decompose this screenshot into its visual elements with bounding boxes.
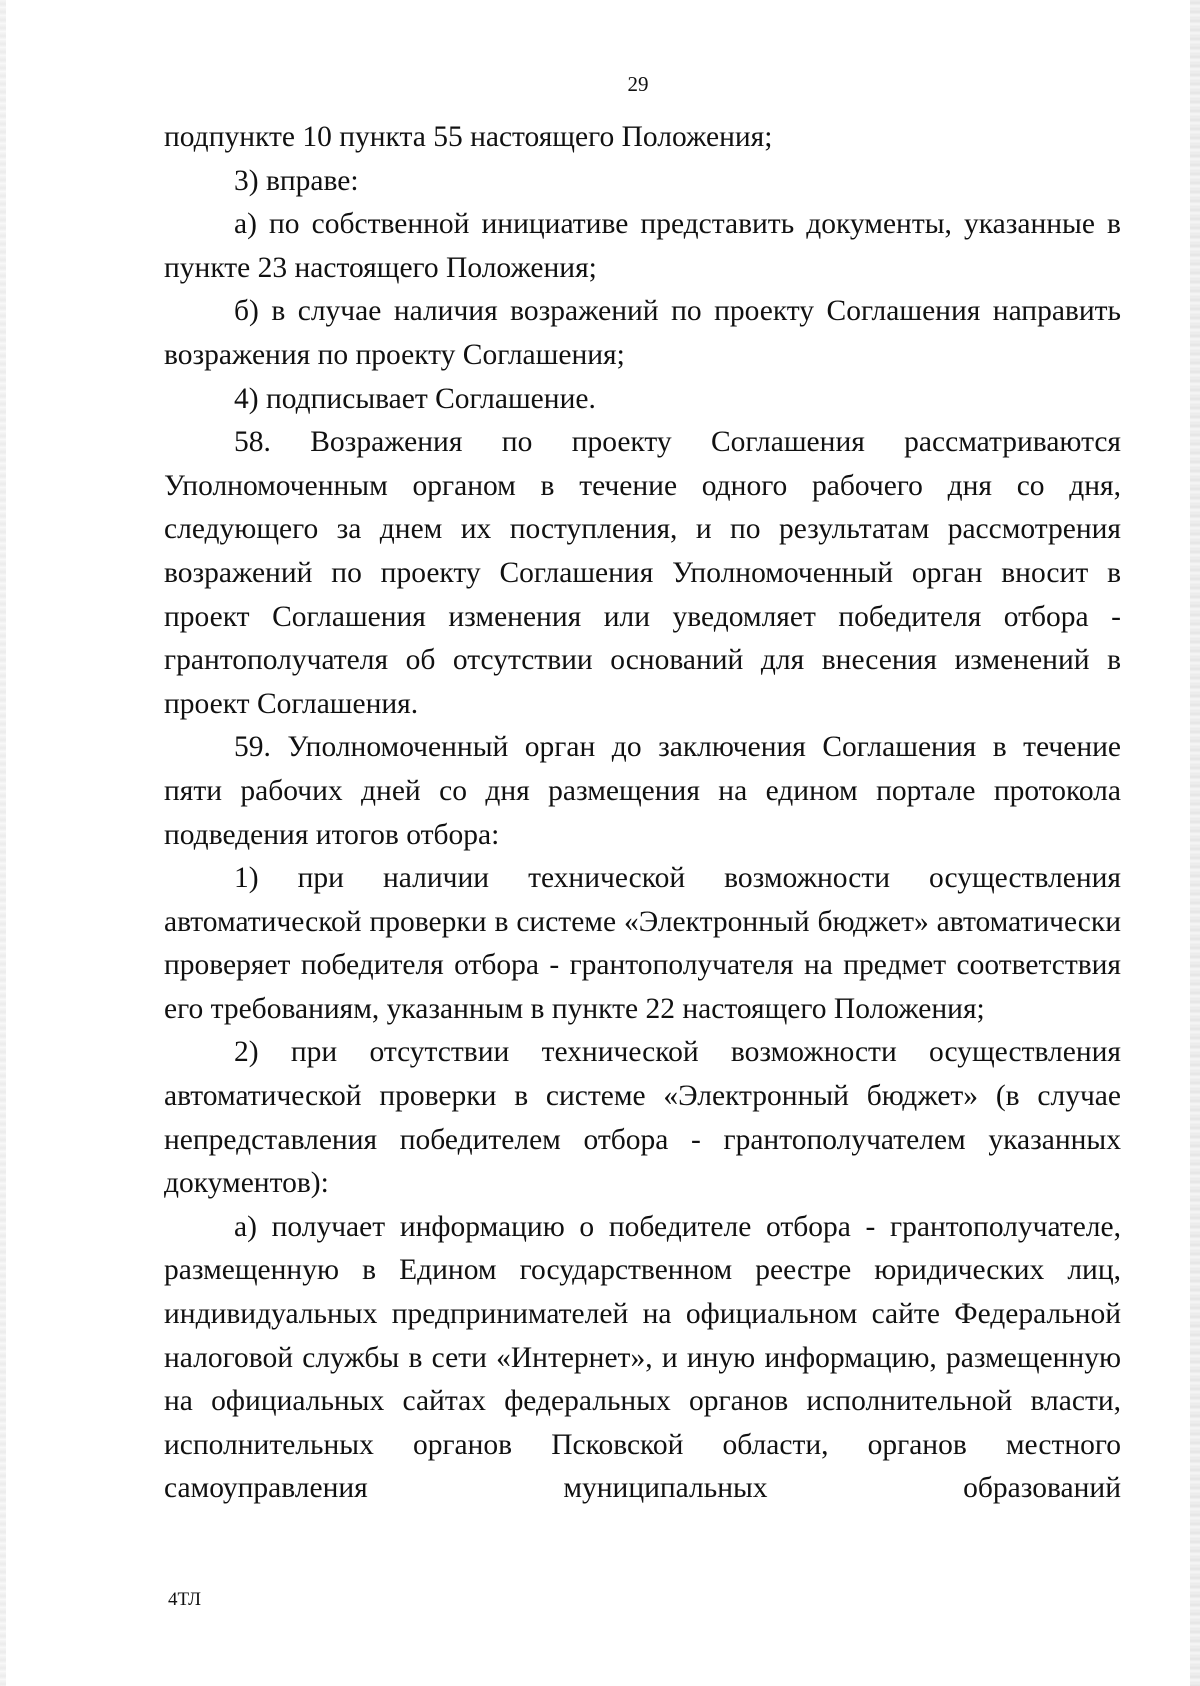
paragraph-59-item-2: 2) при отсутствии технической возможности осуществления автоматической проверки в системе «Электронный бюджет» (в случае непредставления победителем отбора - грантополучателем указанных документов):: [164, 1036, 1121, 1200]
paragraph-item-3: 3) вправе:: [234, 164, 359, 197]
page-number: 29: [627, 72, 649, 96]
paragraph-58: 58. Возражения по проекту Соглашения рассматриваются Уполномоченным органом в течение одного рабочего дня со дня, следующего за днем их поступления, и по результатам рассмотрения возражений по проекту Соглашения Уполномоченный орган вносит в проект Соглашения изменения или уведомляет победителя отбора - грантополучателя об отсутствии оснований для внесения изменений в проект Соглашения.: [164, 426, 1121, 720]
paragraph-59-item-2a: а) получает информацию о победителе отбора - грантополучателе, размещенную в Едином государственном реестре юридических лиц, индивидуальных предпринимателей на официальном сайте Федеральной налоговой службы в сети «Интернет», и иную информацию, размещенную на официальных сайтах федеральных органов исполнительной власти, исполнительных органов Псковской области, органов местного самоуправления муниципальных образований: [164, 1210, 1121, 1505]
paragraph-continuation: подпункте 10 пункта 55 настоящего Положения;: [164, 121, 773, 153]
footer-code: 4ТЛ: [168, 1589, 202, 1610]
paragraph-item-3b: б) в случае наличия возражений по проекту Соглашения направить возражения по проекту Соглашения;: [164, 295, 1121, 371]
paragraph-59-item-1: 1) при наличии технической возможности осуществления автоматической проверки в системе «Электронный бюджет» автоматически проверяет победителя отбора - грантополучателя на предмет соответствия его требованиям, указанным в пункте 22 настоящего Положения;: [164, 862, 1121, 1025]
scan-edge-left: [0, 0, 6, 1686]
paragraph-59: 59. Уполномоченный орган до заключения Соглашения в течение пяти рабочих дней со дня размещения на едином портале протокола подведения итогов отбора:: [164, 731, 1121, 851]
paragraph-item-4: 4) подписывает Соглашение.: [234, 382, 596, 415]
scan-edge-right: [1190, 0, 1200, 1686]
paragraph-item-3a: а) по собственной инициативе представить документы, указанные в пункте 23 настоящего Положения;: [164, 208, 1121, 284]
document-body: [164, 116, 1121, 1511]
